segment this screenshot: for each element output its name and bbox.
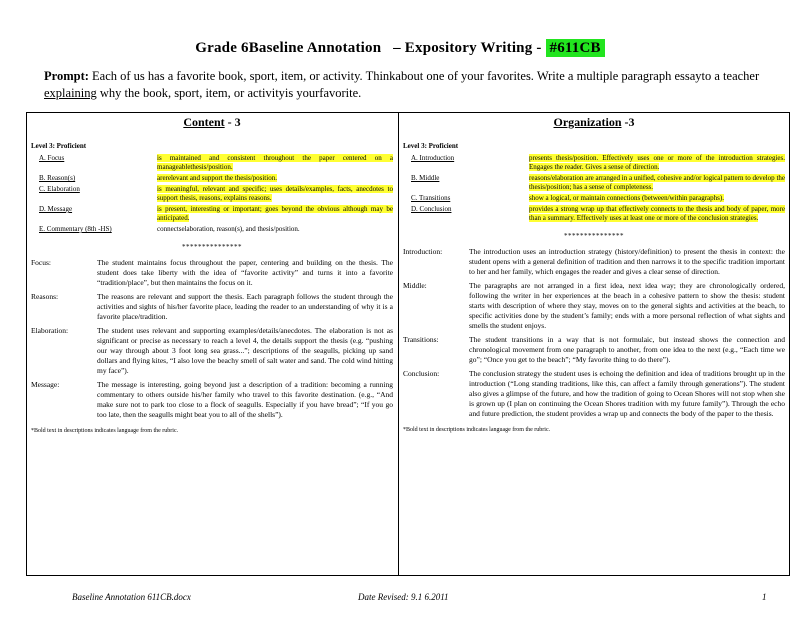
rubric-label: A. Focus (39, 154, 65, 162)
prompt-label: Prompt: (44, 69, 89, 83)
rubric-row (31, 225, 393, 236)
footer-page-number: 1 (762, 592, 767, 602)
rubric-row (403, 174, 785, 194)
annotation-row (31, 380, 393, 420)
annotation-row (403, 281, 785, 331)
annotation-row (403, 247, 785, 277)
rubric-row (31, 205, 393, 225)
content-annotations (31, 258, 393, 420)
annotation-text: The student maintains focus throughout the paper, centering and building on the thesis. The student does take liberty with the idea of “favorite activity” and turns it into a favorite “tradition/place”, but then maintains the focus on it. (97, 258, 393, 287)
rubric-text: show a logical, or maintain connections (between/within paragraphs). (529, 194, 724, 202)
rubric-row (31, 154, 393, 174)
annotation-row (403, 335, 785, 365)
rubric-label: C. Transitions (411, 194, 451, 202)
content-column (31, 113, 393, 436)
organization-stars: *************** (564, 232, 624, 240)
rubric-row (403, 194, 785, 205)
grade-tag: #611CB (546, 39, 605, 57)
footer-filename: Baseline Annotation 611CB.docx (72, 592, 191, 602)
organization-note: *Bold text in descriptions indicates language from the rubric. (403, 427, 551, 433)
footer-date: Date Revised: 9.1 6.2011 (358, 592, 449, 602)
document-title (0, 40, 800, 57)
rubric-row (403, 154, 785, 174)
rubric-text: is meaningful, relevant and specific; uses details/examples, facts, anecdotes to support thesis, reasons, explains reasons. (157, 185, 393, 202)
annotation-text: The message is interesting, going beyond just a description of a tradition: becoming a running commentary to others outside his/her family who travel to this favorite destination. (e.g., “And make sure not to park too close to a flock of seagulls. Especially if you have bread”; “If you go too late, then the seagulls might beat you to all of the shells”). (97, 380, 393, 419)
rubric-label: D. Conclusion (411, 205, 452, 213)
organization-annotations (403, 247, 785, 419)
organization-column (403, 113, 785, 435)
annotation-row (31, 326, 393, 376)
column-divider (398, 113, 399, 575)
prompt-underlined: explaining (44, 86, 97, 100)
annotation-text: The paragraphs are not arranged in a first idea, next idea way; they are chronologically ordered, following the writer in her experiences at the beach in a cohesive pattern to show the thesis: student starts with description of where they stay, moves on to the general sights and activities at the beach, to specific activities done by the student’s family; ends with a more personal reflection of what sights and smells the student enjoys. (469, 281, 785, 330)
content-rubric (31, 154, 393, 236)
annotation-text: The student transitions in a way that is not formulaic, but instead shows the connection and chronological movement from one paragraph to another, from one idea to the next (e.g., “Each time we go”; “Once you get to the beach”; “My favorite thing to do there”). (469, 335, 785, 364)
prompt-text-before: Each of us has a favorite book, sport, item, or activity. Thinkabout one of your favorites. Write a multiple paragraph essayto a teacher (88, 69, 760, 83)
annotation-row (31, 292, 393, 322)
annotation-row (403, 369, 785, 419)
organization-heading: Organization -3 (553, 115, 635, 129)
rubric-row (31, 174, 393, 185)
rubric-text: arerelevant and support the thesis/position. (157, 174, 277, 182)
rubric-row (403, 205, 785, 225)
annotation-label: Introduction: (403, 247, 443, 256)
annotation-row (31, 258, 393, 288)
annotation-text: The reasons are relevant and support the thesis. Each paragraph follows the student through the activities and sights of his/her favorite place, leading the reader to an understanding of why it is a favorite place/tradition. (97, 292, 393, 321)
annotation-label: Focus: (31, 258, 52, 267)
annotation-label: Transitions: (403, 335, 439, 344)
annotation-box (26, 112, 790, 576)
annotation-label: Message: (31, 380, 60, 389)
rubric-label: B. Reason(s) (39, 174, 76, 182)
rubric-label: D. Message (39, 205, 73, 213)
organization-rubric (403, 154, 785, 225)
rubric-text: is present, interesting or important; goes beyond the obvious although may be anticipated. (157, 205, 393, 222)
annotation-label: Conclusion: (403, 369, 440, 378)
rubric-text: reasons/elaboration are arranged in a unified, cohesive and/or logical pattern to develop the thesis/position; has a sense of completeness. (529, 174, 785, 191)
rubric-label: B. Middle (411, 174, 440, 182)
rubric-text: provides a strong wrap up that effectively connects to the thesis and body of paper, more than a summary. Effectively uses at least one or more of the conclusion strategies. (529, 205, 785, 222)
rubric-text: is maintained and consistent throughout the paper centered on a manageablethesis/position. (157, 154, 393, 171)
organization-level: Level 3: Proficient (403, 142, 459, 150)
prompt (44, 68, 764, 102)
content-level: Level 3: Proficient (31, 142, 87, 150)
annotation-label: Elaboration: (31, 326, 69, 335)
content-stars: *************** (182, 243, 242, 251)
rubric-label: C. Elaboration (39, 185, 80, 193)
annotation-text: The introduction uses an introduction strategy (history/definition) to present the thesis in context: the student opens with a general definition of tradition and then narrows it to the specific tradition important to her and her family, which engages the reader and gives a clear sense of direction. (469, 247, 785, 276)
rubric-text: connectselaboration, reason(s), and thesis/position. (157, 225, 300, 233)
rubric-text: presents thesis/position. Effectively uses one or more of the introduction strategies. Engages the reader. Gives a sense of direction. (529, 154, 785, 171)
annotation-label: Reasons: (31, 292, 59, 301)
annotation-text: The student uses relevant and supporting examples/details/anecdotes. The elaboration is not as significant or precise as necessary to reach a level 4, the details support the thesis (e.g. “pushing our way through about 3 foot long sea grass...”; descriptions of the seagulls, picking up sand dollars and flying kites, “I also love the beachy smell of salt water and sand. The cold wind hitting my face”). (97, 326, 393, 375)
prompt-text-after: why the book, sport, item, or activityis yourfavorite. (96, 86, 362, 100)
content-heading: Content - 3 (183, 115, 241, 129)
content-note: *Bold text in descriptions indicates language from the rubric. (31, 428, 179, 434)
rubric-label: E. Commentary (8th -HS) (39, 225, 112, 233)
title-text: Grade 6Baseline Annotation – Expository Writing - (195, 40, 542, 56)
rubric-row (31, 185, 393, 205)
annotation-text: The conclusion strategy the student uses is echoing the definition and idea of traditions brought up in the introduction (“Long standing traditions, like this, can affect a family through generations”). The student also gives a glimpse of the future, and how the tradition of going to Ocean Shores will not stop when she is grown up (I plan on continuing the Ocean Shores tradition with my future family”). Through the echo and future prediction, the student provides a wrap up and connects the body of the paper to the thesis. (469, 369, 785, 418)
annotation-label: Middle: (403, 281, 427, 290)
rubric-label: A. Introduction (411, 154, 455, 162)
